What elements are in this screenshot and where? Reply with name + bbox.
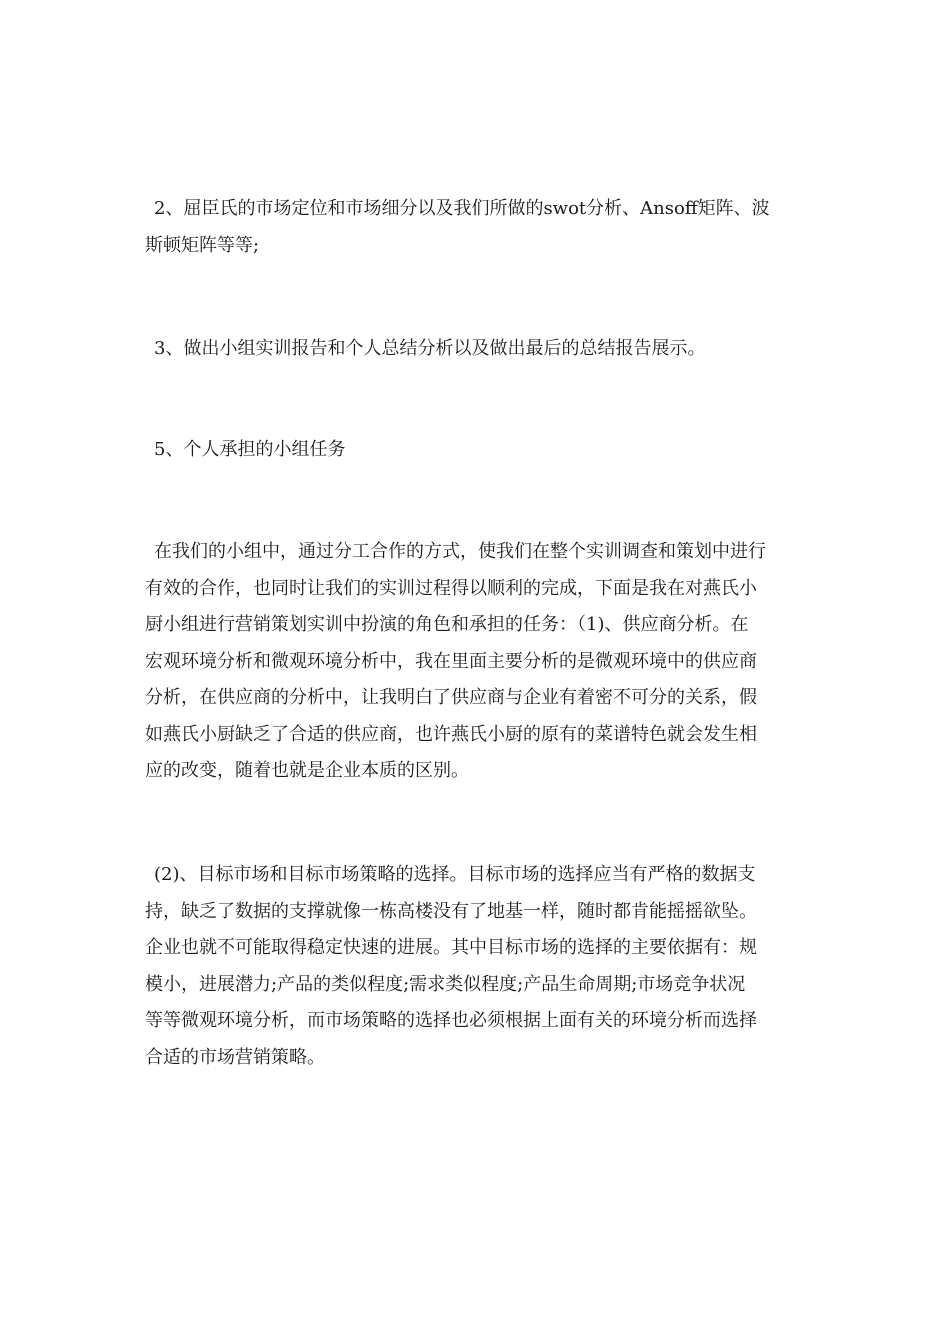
text-line: 在我们的小组中，通过分工合作的方式，使我们在整个实训调查和策划中进行 [154,541,766,562]
text-line: 应的改变，随着也就是企业本质的区别。 [145,760,469,781]
paragraph-target-market [145,857,805,1076]
text-line: 合适的市场营销策略。 [145,1046,325,1068]
text-line: 有效的合作，也同时让我们的实训过程得以顺利的完成，下面是我在对燕氏小 [145,577,757,599]
text-line: 分析，在供应商的分析中，让我明白了供应商与企业有着密不可分的关系，假 [145,687,757,708]
text-line: 3、做出小组实训报告和个人总结分析以及做出最后的总结报告展示。 [154,338,706,359]
paragraph-item-2 [145,191,805,264]
text-line: 等等微观环境分析，而市场策略的选择也必须根据上面有关的环境分析而选择 [145,1010,757,1031]
paragraph-role-description [145,534,805,790]
text-line: 宏观环境分析和微观环境分析中，我在里面主要分析的是微观环境中的供应商 [145,650,757,672]
text-line: 模小，进展潜力;产品的类似程度;需求类似程度;产品生命周期;市场竞争状况 [145,973,746,995]
text-line: 如燕氏小厨缺乏了合适的供应商，也许燕氏小厨的原有的菜谱特色就会发生相 [145,723,757,745]
paragraph-item-3 [145,331,805,368]
text-line: 5、个人承担的小组任务 [154,439,346,460]
text-line: 厨小组进行营销策划实训中扮演的角色和承担的任务：（1)、供应商分析。在 [145,614,749,635]
text-line: 持，缺乏了数据的支撑就像一栋高楼没有了地基一样，随时都肯能摇摇欲坠。 [145,900,757,922]
text-line: 斯顿矩阵等等; [145,234,260,256]
section-heading-5 [145,432,805,469]
text-line: (2)、目标市场和目标市场策略的选择。目标市场的选择应当有严格的数据支 [154,864,756,885]
text-line: 2、屈臣氏的市场定位和市场细分以及我们所做的swot分析、Ansoff矩阵、波 [154,198,770,219]
text-line: 企业也就不可能取得稳定快速的进展。其中目标市场的选择的主要依据有：规 [145,937,757,958]
